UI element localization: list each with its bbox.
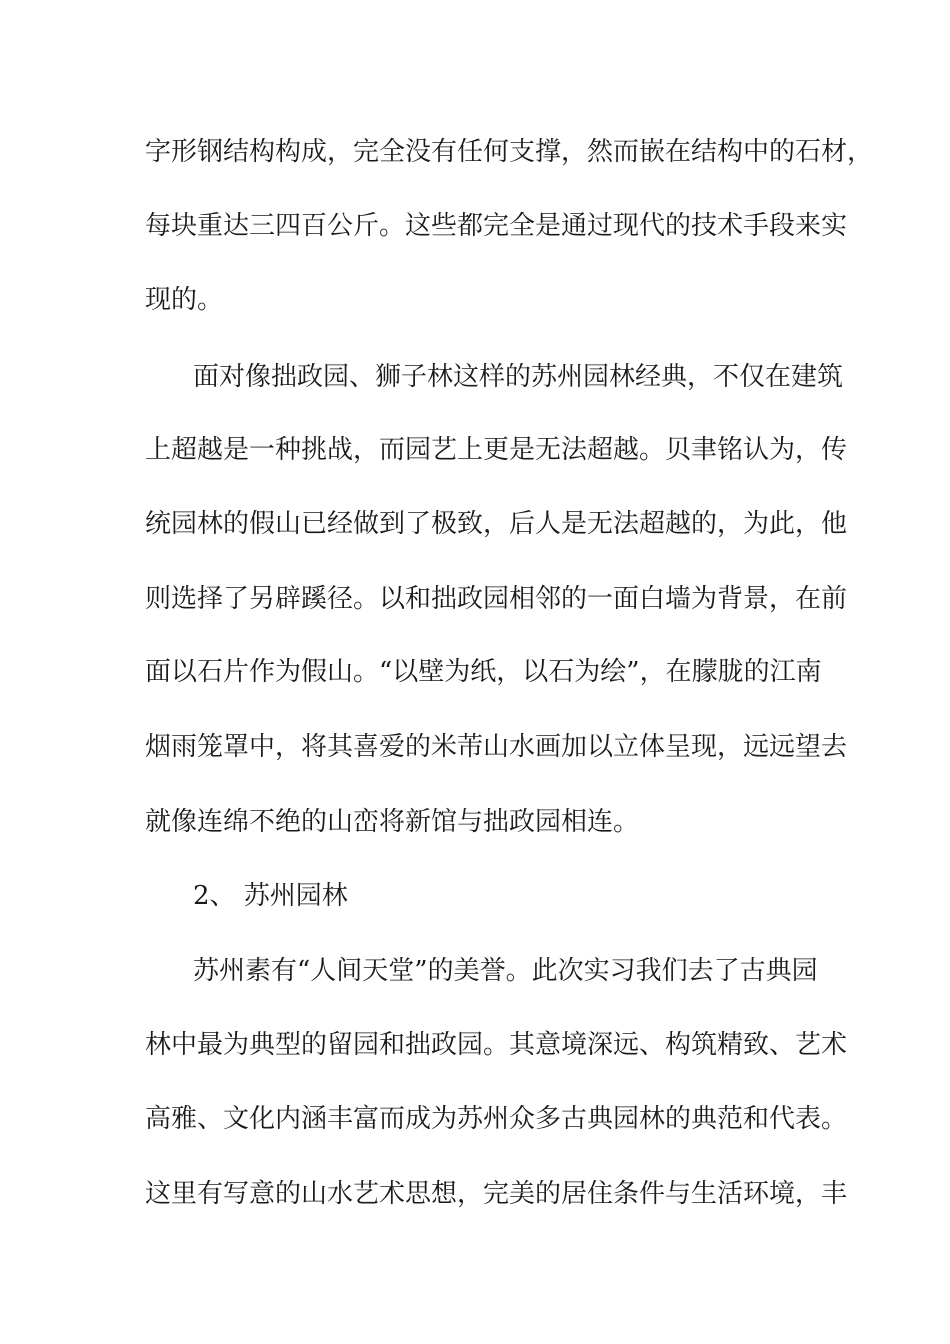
paragraph-line: 这里有写意的山水艺术思想，完美的居住条件与生活环境，丰 bbox=[145, 1179, 848, 1209]
section-heading: 2、 苏州园林 bbox=[193, 881, 348, 911]
paragraph-line: 上超越是一种挑战，而园艺上更是无法超越。贝聿铭认为，传 bbox=[145, 435, 848, 465]
paragraph-line: 烟雨笼罩中，将其喜爱的米芾山水画加以立体呈现，远远望去 bbox=[145, 732, 848, 762]
paragraph-line: 苏州素有“人间天堂”的美誉。此次实习我们去了古典园 bbox=[193, 956, 818, 986]
paragraph-line: 每块重达三四百公斤。这些都完全是通过现代的技术手段来实 bbox=[145, 211, 848, 241]
paragraph-line: 面对像拙政园、狮子林这样的苏州园林经典，不仅在建筑 bbox=[193, 362, 844, 392]
paragraph-line: 高雅、文化内涵丰富而成为苏州众多古典园林的典范和代表。 bbox=[145, 1104, 848, 1134]
paragraph-line: 现的。 bbox=[145, 285, 224, 315]
paragraph-line: 字形钢结构构成，完全没有任何支撑，然而嵌在结构中的石材， bbox=[145, 137, 874, 167]
paragraph-line: 林中最为典型的留园和拙政园。其意境深远、构筑精致、艺术 bbox=[145, 1030, 848, 1060]
paragraph-line: 面以石片作为假山。“以壁为纸，以石为绘”，在朦胧的江南 bbox=[145, 657, 822, 687]
paragraph-line: 就像连绵不绝的山峦将新馆与拙政园相连。 bbox=[145, 807, 640, 837]
paragraph-line: 统园林的假山已经做到了极致，后人是无法超越的，为此，他 bbox=[145, 509, 848, 539]
paragraph-line: 则选择了另辟蹊径。以和拙政园相邻的一面白墙为背景，在前 bbox=[145, 584, 848, 614]
